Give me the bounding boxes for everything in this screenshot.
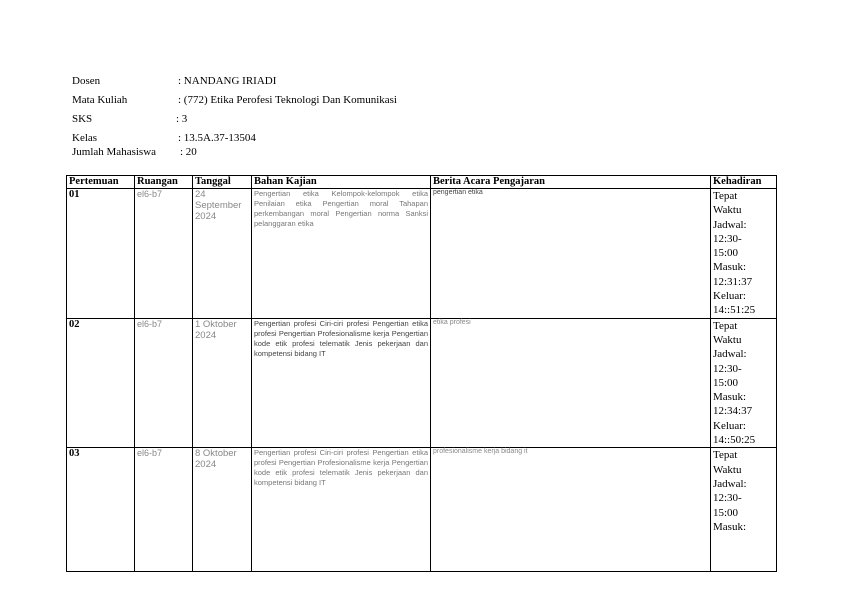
kehadiran-line: Keluar:: [713, 419, 746, 432]
pertemuan-cell: 02: [67, 318, 135, 448]
kehadiran-line: 12:30-: [713, 362, 742, 375]
kehadiran-line: 15:00: [713, 376, 739, 389]
jumlah-value: : 20: [180, 146, 197, 158]
berita-acara-cell: etika profesi: [431, 318, 711, 448]
bahan-kajian-cell: Pengertian profesi Ciri-ciri profesi Pengertian etika profesi Pengertian Profesionalisme kerja Pengertian kode etik profesi telematik Jenis pekerjaan dan kompetensi bidang IT: [252, 448, 431, 572]
kehadiran-line: Masuk:: [713, 520, 746, 533]
kelas-label: Kelas: [72, 132, 98, 144]
pertemuan-cell: 03: [67, 448, 135, 572]
kelas-value: : 13.5A.37-13504: [178, 132, 256, 144]
sks-value: : 3: [176, 113, 188, 125]
table-header-row: [67, 176, 777, 189]
berita-acara-cell: profesionalisme kerja bidang it: [431, 448, 711, 572]
kehadiran-line: Tepat: [713, 319, 738, 332]
bahan-kajian-cell: Pengertian profesi Ciri-ciri profesi Pengertian etika profesi Pengertian Profesionalisme kerja Pengertian kode etik profesi telematik Jenis pekerjaan dan kompetensi bidang IT: [252, 318, 431, 448]
tanggal-cell: 1 Oktober 2024: [193, 318, 252, 448]
kehadiran-cell: [711, 448, 777, 572]
kehadiran-line: 15:00: [713, 247, 739, 260]
kehadiran-line: 12:31:37: [713, 275, 753, 288]
kehadiran-line: Jadwal:: [713, 348, 747, 361]
kehadiran-cell: [711, 189, 777, 319]
kehadiran-line: Tepat: [713, 449, 738, 462]
matkul-value: : (772) Etika Perofesi Teknologi Dan Komunikasi: [178, 94, 397, 106]
header-kehadiran: Kehadiran: [711, 176, 777, 189]
kehadiran-line: 14::51:25: [713, 304, 756, 317]
header-berita-acara: Berita Acara Pengajaran: [431, 176, 711, 189]
kehadiran-line: 12:30-: [713, 492, 742, 505]
kehadiran-line: 14::50:25: [713, 434, 756, 447]
kehadiran-line: Waktu: [713, 463, 742, 476]
kehadiran-line: Waktu: [713, 204, 742, 217]
header-bahan-kajian: Bahan Kajian: [252, 176, 431, 189]
berita-acara-cell: pengertian etika: [431, 189, 711, 319]
header-pertemuan: Pertemuan: [67, 176, 135, 189]
tanggal-cell: 24 September 2024: [193, 189, 252, 319]
ruangan-cell: el6-b7: [135, 448, 193, 572]
bahan-kajian-cell: Pengertian etika Kelompok-kelompok etika Penilaian etika Pengertian moral Tahapan perkembangan moral Pengertian norma Sanksi pelanggaran etika: [252, 189, 431, 319]
ruangan-cell: el6-b7: [135, 318, 193, 448]
tanggal-cell: 8 Oktober 2024: [193, 448, 252, 572]
kehadiran-line: Masuk:: [713, 261, 746, 274]
kehadiran-line: Jadwal:: [713, 477, 747, 490]
matkul-label: Mata Kuliah: [72, 94, 128, 106]
dosen-value: : NANDANG IRIADI: [178, 75, 277, 87]
jumlah-label: Jumlah Mahasiswa: [72, 146, 157, 158]
kehadiran-line: Masuk:: [713, 391, 746, 404]
kehadiran-line: 12:30-: [713, 232, 742, 245]
pertemuan-cell: 01: [67, 189, 135, 319]
kehadiran-line: Tepat: [713, 190, 738, 202]
table-row: [67, 448, 777, 572]
attendance-table: [66, 175, 777, 572]
sks-label: SKS: [72, 113, 93, 125]
ruangan-cell: el6-b7: [135, 189, 193, 319]
table-row: [67, 318, 777, 448]
kehadiran-line: Jadwal:: [713, 218, 747, 231]
header-tanggal: Tanggal: [193, 176, 252, 189]
kehadiran-line: Keluar:: [713, 290, 746, 303]
kehadiran-cell: [711, 318, 777, 448]
dosen-label: Dosen: [72, 75, 101, 87]
kehadiran-line: 15:00: [713, 506, 739, 519]
kehadiran-line: 12:34:37: [713, 405, 753, 418]
kehadiran-line: Waktu: [713, 333, 742, 346]
header-ruangan: Ruangan: [135, 176, 193, 189]
table-row: [67, 189, 777, 319]
